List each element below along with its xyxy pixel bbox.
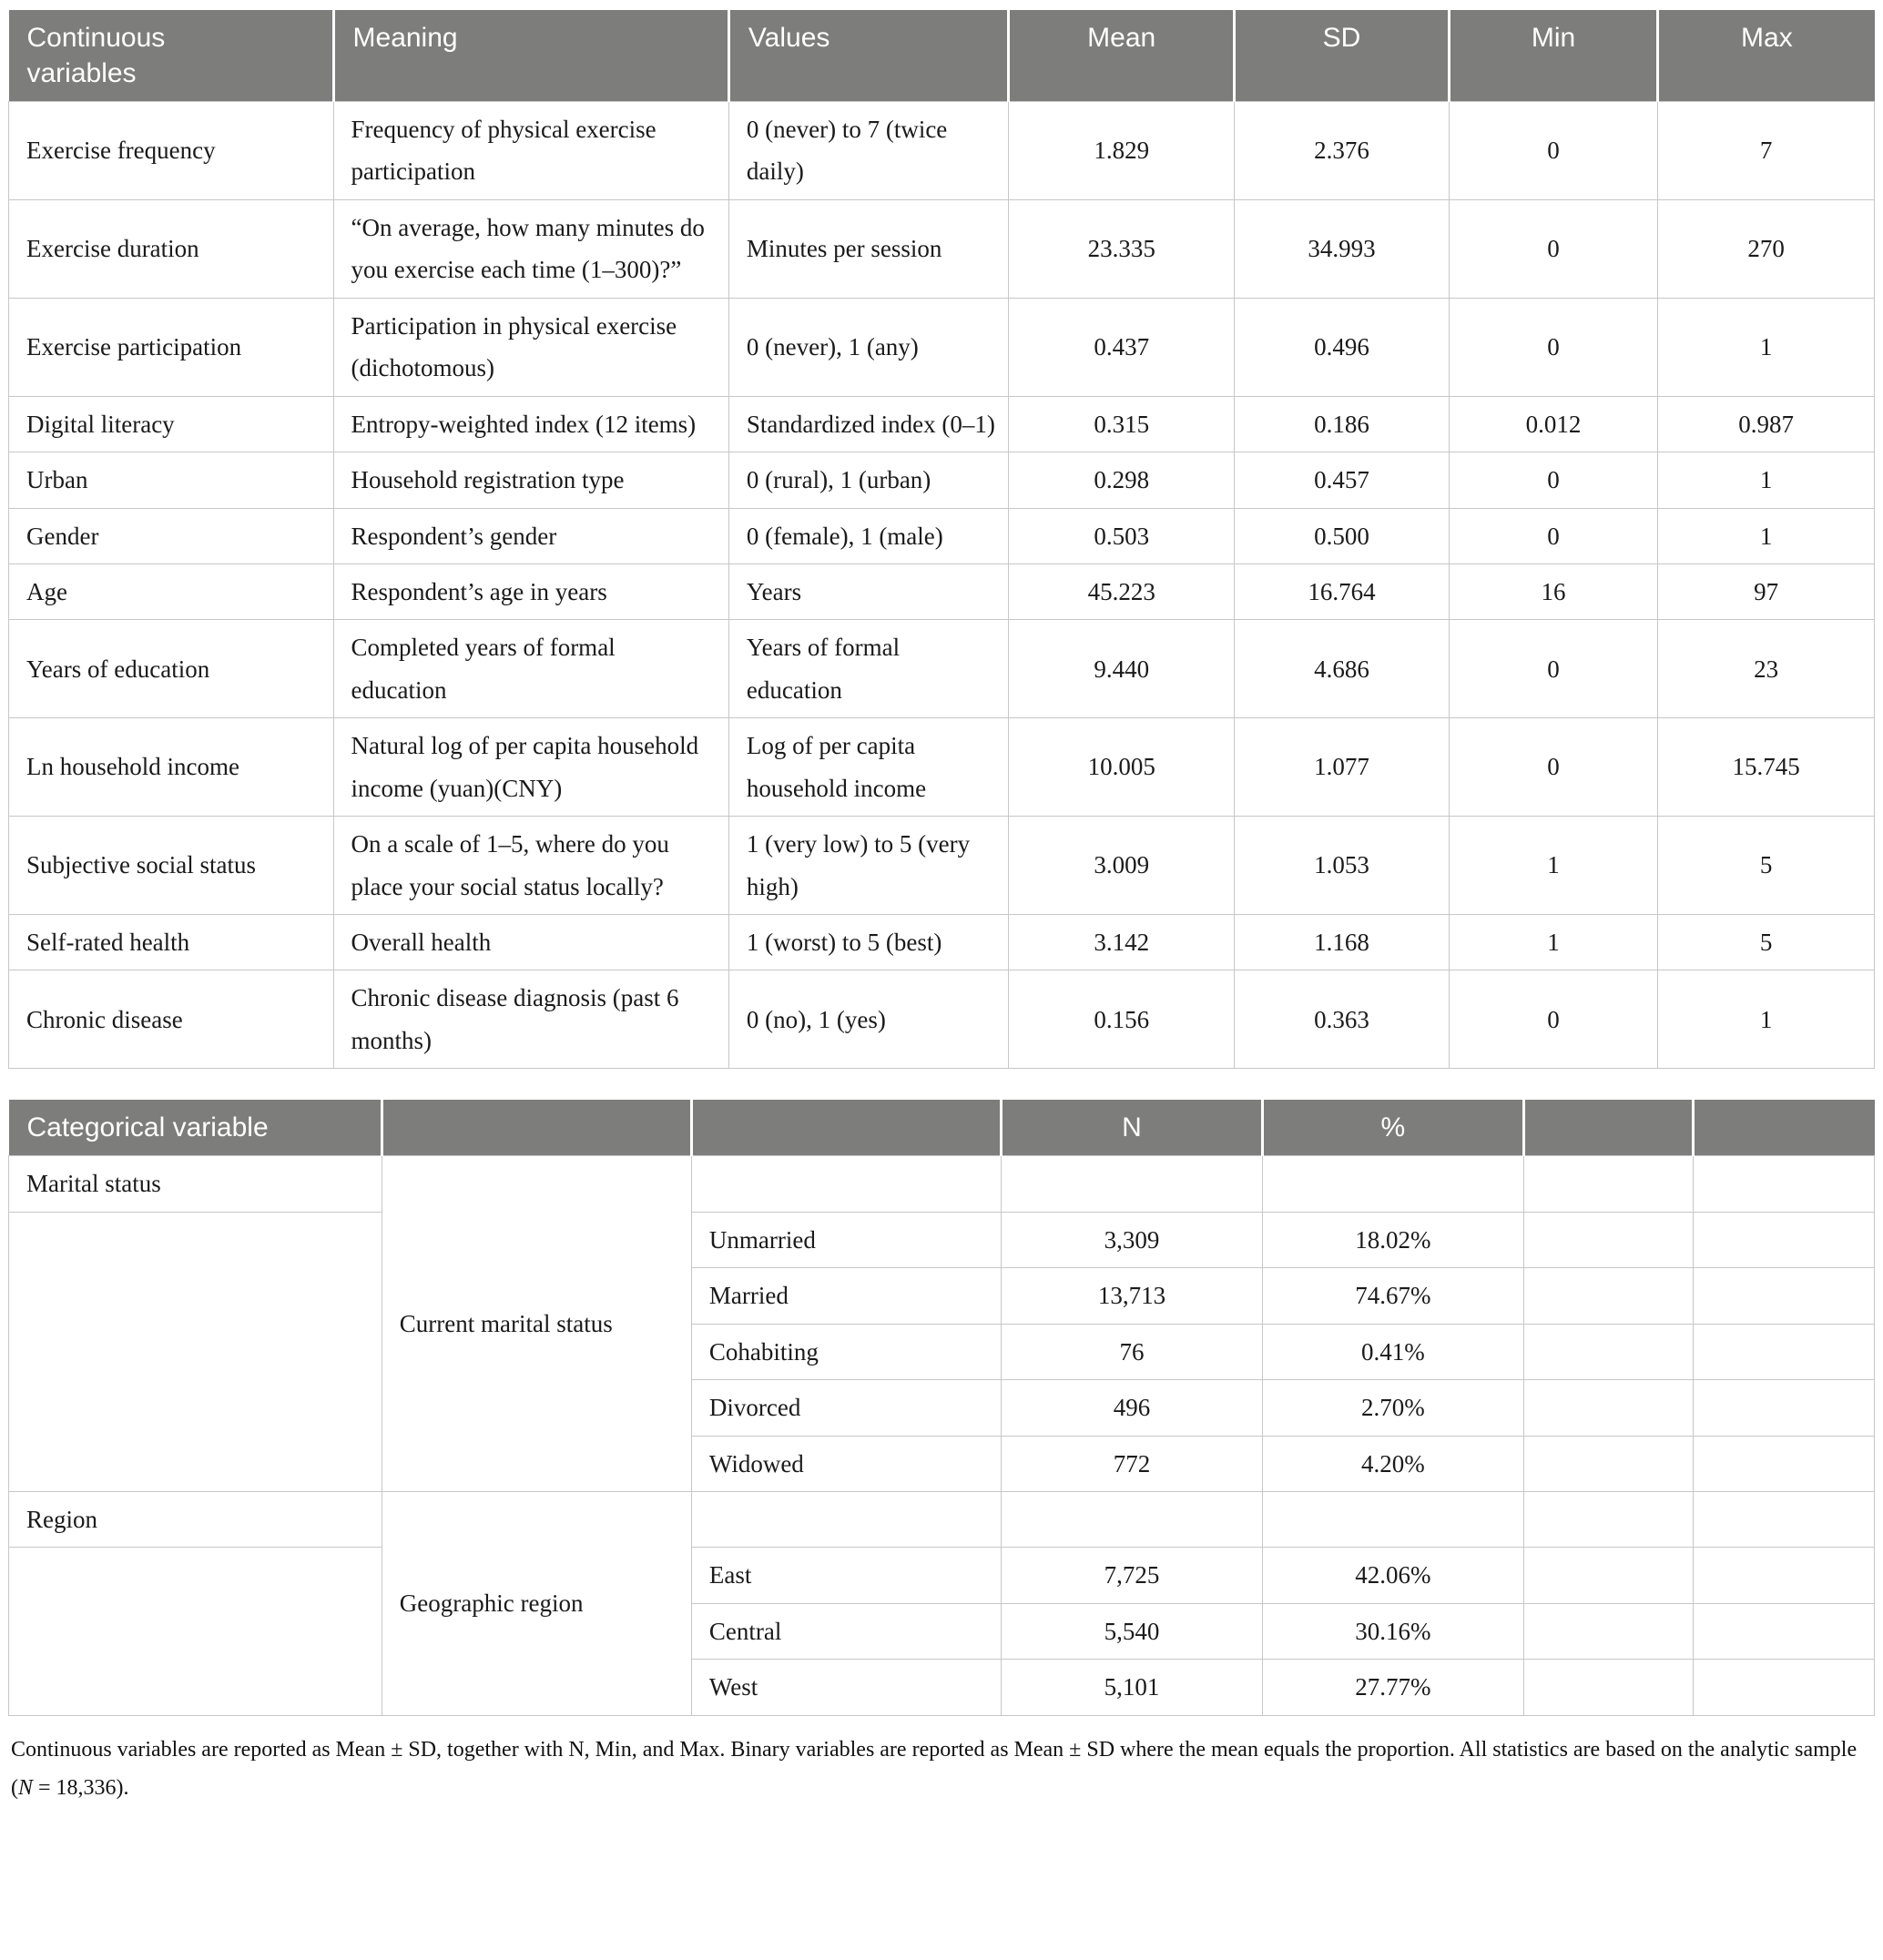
cell-variable: Exercise frequency: [9, 102, 334, 200]
continuous-row: [9, 102, 1875, 200]
categorical-variables-table: [8, 1100, 1875, 1715]
cell-variable: Ln household income: [9, 718, 334, 817]
empty-cell: [1694, 1156, 1875, 1212]
empty-cell: [1694, 1491, 1875, 1547]
cell-max: 5: [1658, 915, 1875, 970]
empty-cell: [1523, 1212, 1693, 1267]
continuous-row: [9, 817, 1875, 915]
empty-cell: [1694, 1660, 1875, 1715]
cell-max: 5: [1658, 817, 1875, 915]
empty-cell: [1523, 1380, 1693, 1436]
cell-mean: 3.009: [1009, 817, 1235, 915]
cell-meaning: Frequency of physical exercise participation: [333, 102, 728, 200]
empty-cell: [1262, 1156, 1523, 1212]
cell-item-name: Central: [691, 1603, 1001, 1659]
cell-n: 5,101: [1002, 1660, 1263, 1715]
cell-values: 0 (never) to 7 (twice daily): [728, 102, 1008, 200]
cell-mean: 0.437: [1009, 298, 1235, 396]
cell-pct: 30.16%: [1262, 1603, 1523, 1659]
empty-cell: [9, 1212, 382, 1491]
cell-max: 1: [1658, 970, 1875, 1069]
header-categorical-variable: Categorical variable: [9, 1100, 382, 1156]
cell-meaning: Natural log of per capita household income (yuan)(CNY): [333, 718, 728, 817]
cell-meaning: On a scale of 1–5, where do you place your social status locally?: [333, 817, 728, 915]
footnote-text: Continuous variables are reported as Mean ± SD, together with N, Min, and Max. Binary variables are reported as Mean ± SD where the mean equals the proportion. All statistics are based on the analytic sample (: [11, 1737, 1858, 1800]
cell-pct: 74.67%: [1262, 1268, 1523, 1324]
cell-sd: 0.496: [1235, 298, 1450, 396]
cell-max: 0.987: [1658, 396, 1875, 452]
cell-category-label: Marital status: [9, 1156, 382, 1212]
empty-cell: [691, 1491, 1001, 1547]
cell-n: 13,713: [1002, 1268, 1263, 1324]
cell-group-name: Geographic region: [382, 1491, 691, 1715]
cell-values: Log of per capita household income: [728, 718, 1008, 817]
cell-values: Minutes per session: [728, 199, 1008, 298]
cell-max: 15.745: [1658, 718, 1875, 817]
cell-max: 7: [1658, 102, 1875, 200]
cell-meaning: Overall health: [333, 915, 728, 970]
continuous-row: [9, 620, 1875, 718]
cell-variable: Gender: [9, 508, 334, 564]
header-pct: %: [1262, 1100, 1523, 1156]
cell-max: 270: [1658, 199, 1875, 298]
cell-n: 5,540: [1002, 1603, 1263, 1659]
cell-mean: 0.156: [1009, 970, 1235, 1069]
cell-values: 1 (worst) to 5 (best): [728, 915, 1008, 970]
footnote-n-symbol: N: [18, 1775, 34, 1800]
continuous-header-row: [9, 10, 1875, 102]
categorical-row: [9, 1491, 1875, 1547]
cell-pct: 18.02%: [1262, 1212, 1523, 1267]
categorical-row: [9, 1156, 1875, 1212]
cell-meaning: Participation in physical exercise (dichotomous): [333, 298, 728, 396]
cell-sd: 2.376: [1235, 102, 1450, 200]
cell-meaning: “On average, how many minutes do you exercise each time (1–300)?”: [333, 199, 728, 298]
cell-meaning: Chronic disease diagnosis (past 6 months): [333, 970, 728, 1069]
cell-mean: 9.440: [1009, 620, 1235, 718]
header-min: Min: [1449, 10, 1657, 102]
continuous-row: [9, 718, 1875, 817]
cell-variable: Age: [9, 564, 334, 619]
cell-meaning: Completed years of formal education: [333, 620, 728, 718]
cell-meaning: Entropy-weighted index (12 items): [333, 396, 728, 452]
header-empty: [1694, 1100, 1875, 1156]
cell-values: 0 (no), 1 (yes): [728, 970, 1008, 1069]
cell-max: 97: [1658, 564, 1875, 619]
header-empty: [1523, 1100, 1693, 1156]
cell-min: 0: [1449, 718, 1657, 817]
cell-mean: 23.335: [1009, 199, 1235, 298]
cell-min: 0: [1449, 620, 1657, 718]
empty-cell: [1523, 1660, 1693, 1715]
empty-cell: [1523, 1156, 1693, 1212]
cell-variable: Self-rated health: [9, 915, 334, 970]
empty-cell: [9, 1548, 382, 1715]
cell-variable: Years of education: [9, 620, 334, 718]
cell-pct: 0.41%: [1262, 1324, 1523, 1379]
cell-sd: 1.077: [1235, 718, 1450, 817]
cell-max: 1: [1658, 298, 1875, 396]
cell-values: Years: [728, 564, 1008, 619]
cell-max: 1: [1658, 452, 1875, 508]
cell-sd: 0.363: [1235, 970, 1450, 1069]
cell-mean: 10.005: [1009, 718, 1235, 817]
cell-item-name: Widowed: [691, 1436, 1001, 1491]
empty-cell: [1523, 1436, 1693, 1491]
cell-item-name: East: [691, 1548, 1001, 1603]
continuous-variables-table: [8, 10, 1875, 1069]
cell-min: 0: [1449, 970, 1657, 1069]
cell-category-label: Region: [9, 1491, 382, 1547]
cell-item-name: Cohabiting: [691, 1324, 1001, 1379]
empty-cell: [1523, 1603, 1693, 1659]
cell-values: 1 (very low) to 5 (very high): [728, 817, 1008, 915]
continuous-row: [9, 915, 1875, 970]
empty-cell: [691, 1156, 1001, 1212]
cell-pct: 2.70%: [1262, 1380, 1523, 1436]
cell-group-name: Current marital status: [382, 1156, 691, 1492]
continuous-row: [9, 396, 1875, 452]
cell-sd: 0.186: [1235, 396, 1450, 452]
cell-values: Standardized index (0–1): [728, 396, 1008, 452]
cell-item-name: West: [691, 1660, 1001, 1715]
cell-item-name: Married: [691, 1268, 1001, 1324]
cell-meaning: Household registration type: [333, 452, 728, 508]
cell-n: 772: [1002, 1436, 1263, 1491]
cell-mean: 0.503: [1009, 508, 1235, 564]
cell-item-name: Divorced: [691, 1380, 1001, 1436]
cell-min: 0: [1449, 199, 1657, 298]
cell-variable: Digital literacy: [9, 396, 334, 452]
empty-cell: [1694, 1603, 1875, 1659]
continuous-row: [9, 508, 1875, 564]
cell-min: 1: [1449, 817, 1657, 915]
cell-meaning: Respondent’s gender: [333, 508, 728, 564]
cell-n: 3,309: [1002, 1212, 1263, 1267]
header-empty: [691, 1100, 1001, 1156]
cell-min: 0.012: [1449, 396, 1657, 452]
cell-n: 496: [1002, 1380, 1263, 1436]
cell-variable: Subjective social status: [9, 817, 334, 915]
empty-cell: [1262, 1491, 1523, 1547]
continuous-row: [9, 452, 1875, 508]
cell-values: 0 (never), 1 (any): [728, 298, 1008, 396]
empty-cell: [1523, 1548, 1693, 1603]
continuous-row: [9, 199, 1875, 298]
cell-variable: Exercise participation: [9, 298, 334, 396]
cell-pct: 27.77%: [1262, 1660, 1523, 1715]
cell-min: 16: [1449, 564, 1657, 619]
cell-sd: 4.686: [1235, 620, 1450, 718]
empty-cell: [1523, 1491, 1693, 1547]
cell-sd: 34.993: [1235, 199, 1450, 298]
empty-cell: [1694, 1212, 1875, 1267]
cell-sd: 1.168: [1235, 915, 1450, 970]
cell-pct: 42.06%: [1262, 1548, 1523, 1603]
categorical-row: [9, 1548, 1875, 1603]
cell-min: 0: [1449, 508, 1657, 564]
empty-cell: [1694, 1380, 1875, 1436]
cell-meaning: Respondent’s age in years: [333, 564, 728, 619]
cell-pct: 4.20%: [1262, 1436, 1523, 1491]
empty-cell: [1694, 1436, 1875, 1491]
categorical-row: [9, 1212, 1875, 1267]
cell-variable: Urban: [9, 452, 334, 508]
cell-sd: 16.764: [1235, 564, 1450, 619]
empty-cell: [1694, 1548, 1875, 1603]
header-meaning: Meaning: [333, 10, 728, 102]
continuous-row: [9, 564, 1875, 619]
cell-mean: 0.298: [1009, 452, 1235, 508]
cell-values: 0 (female), 1 (male): [728, 508, 1008, 564]
cell-n: 7,725: [1002, 1548, 1263, 1603]
empty-cell: [1694, 1324, 1875, 1379]
cell-values: Years of formal education: [728, 620, 1008, 718]
categorical-header-row: [9, 1100, 1875, 1156]
cell-min: 0: [1449, 452, 1657, 508]
cell-variable: Exercise duration: [9, 199, 334, 298]
header-max: Max: [1658, 10, 1875, 102]
empty-cell: [1523, 1324, 1693, 1379]
cell-variable: Chronic disease: [9, 970, 334, 1069]
cell-sd: 0.457: [1235, 452, 1450, 508]
footnote-text: = 18,336).: [33, 1775, 129, 1800]
cell-min: 0: [1449, 102, 1657, 200]
header-empty: [382, 1100, 691, 1156]
cell-mean: 45.223: [1009, 564, 1235, 619]
cell-max: 1: [1658, 508, 1875, 564]
cell-max: 23: [1658, 620, 1875, 718]
empty-cell: [1002, 1491, 1263, 1547]
footnote: [11, 1731, 1872, 1807]
header-continuous-variables: Continuous variables: [9, 10, 334, 102]
header-mean: Mean: [1009, 10, 1235, 102]
empty-cell: [1002, 1156, 1263, 1212]
cell-sd: 0.500: [1235, 508, 1450, 564]
cell-n: 76: [1002, 1324, 1263, 1379]
cell-mean: 3.142: [1009, 915, 1235, 970]
empty-cell: [1694, 1268, 1875, 1324]
cell-mean: 0.315: [1009, 396, 1235, 452]
header-sd: SD: [1235, 10, 1450, 102]
header-values: Values: [728, 10, 1008, 102]
cell-item-name: Unmarried: [691, 1212, 1001, 1267]
cell-min: 1: [1449, 915, 1657, 970]
continuous-row: [9, 298, 1875, 396]
empty-cell: [1523, 1268, 1693, 1324]
cell-mean: 1.829: [1009, 102, 1235, 200]
cell-min: 0: [1449, 298, 1657, 396]
cell-sd: 1.053: [1235, 817, 1450, 915]
cell-values: 0 (rural), 1 (urban): [728, 452, 1008, 508]
header-n: N: [1002, 1100, 1263, 1156]
continuous-row: [9, 970, 1875, 1069]
